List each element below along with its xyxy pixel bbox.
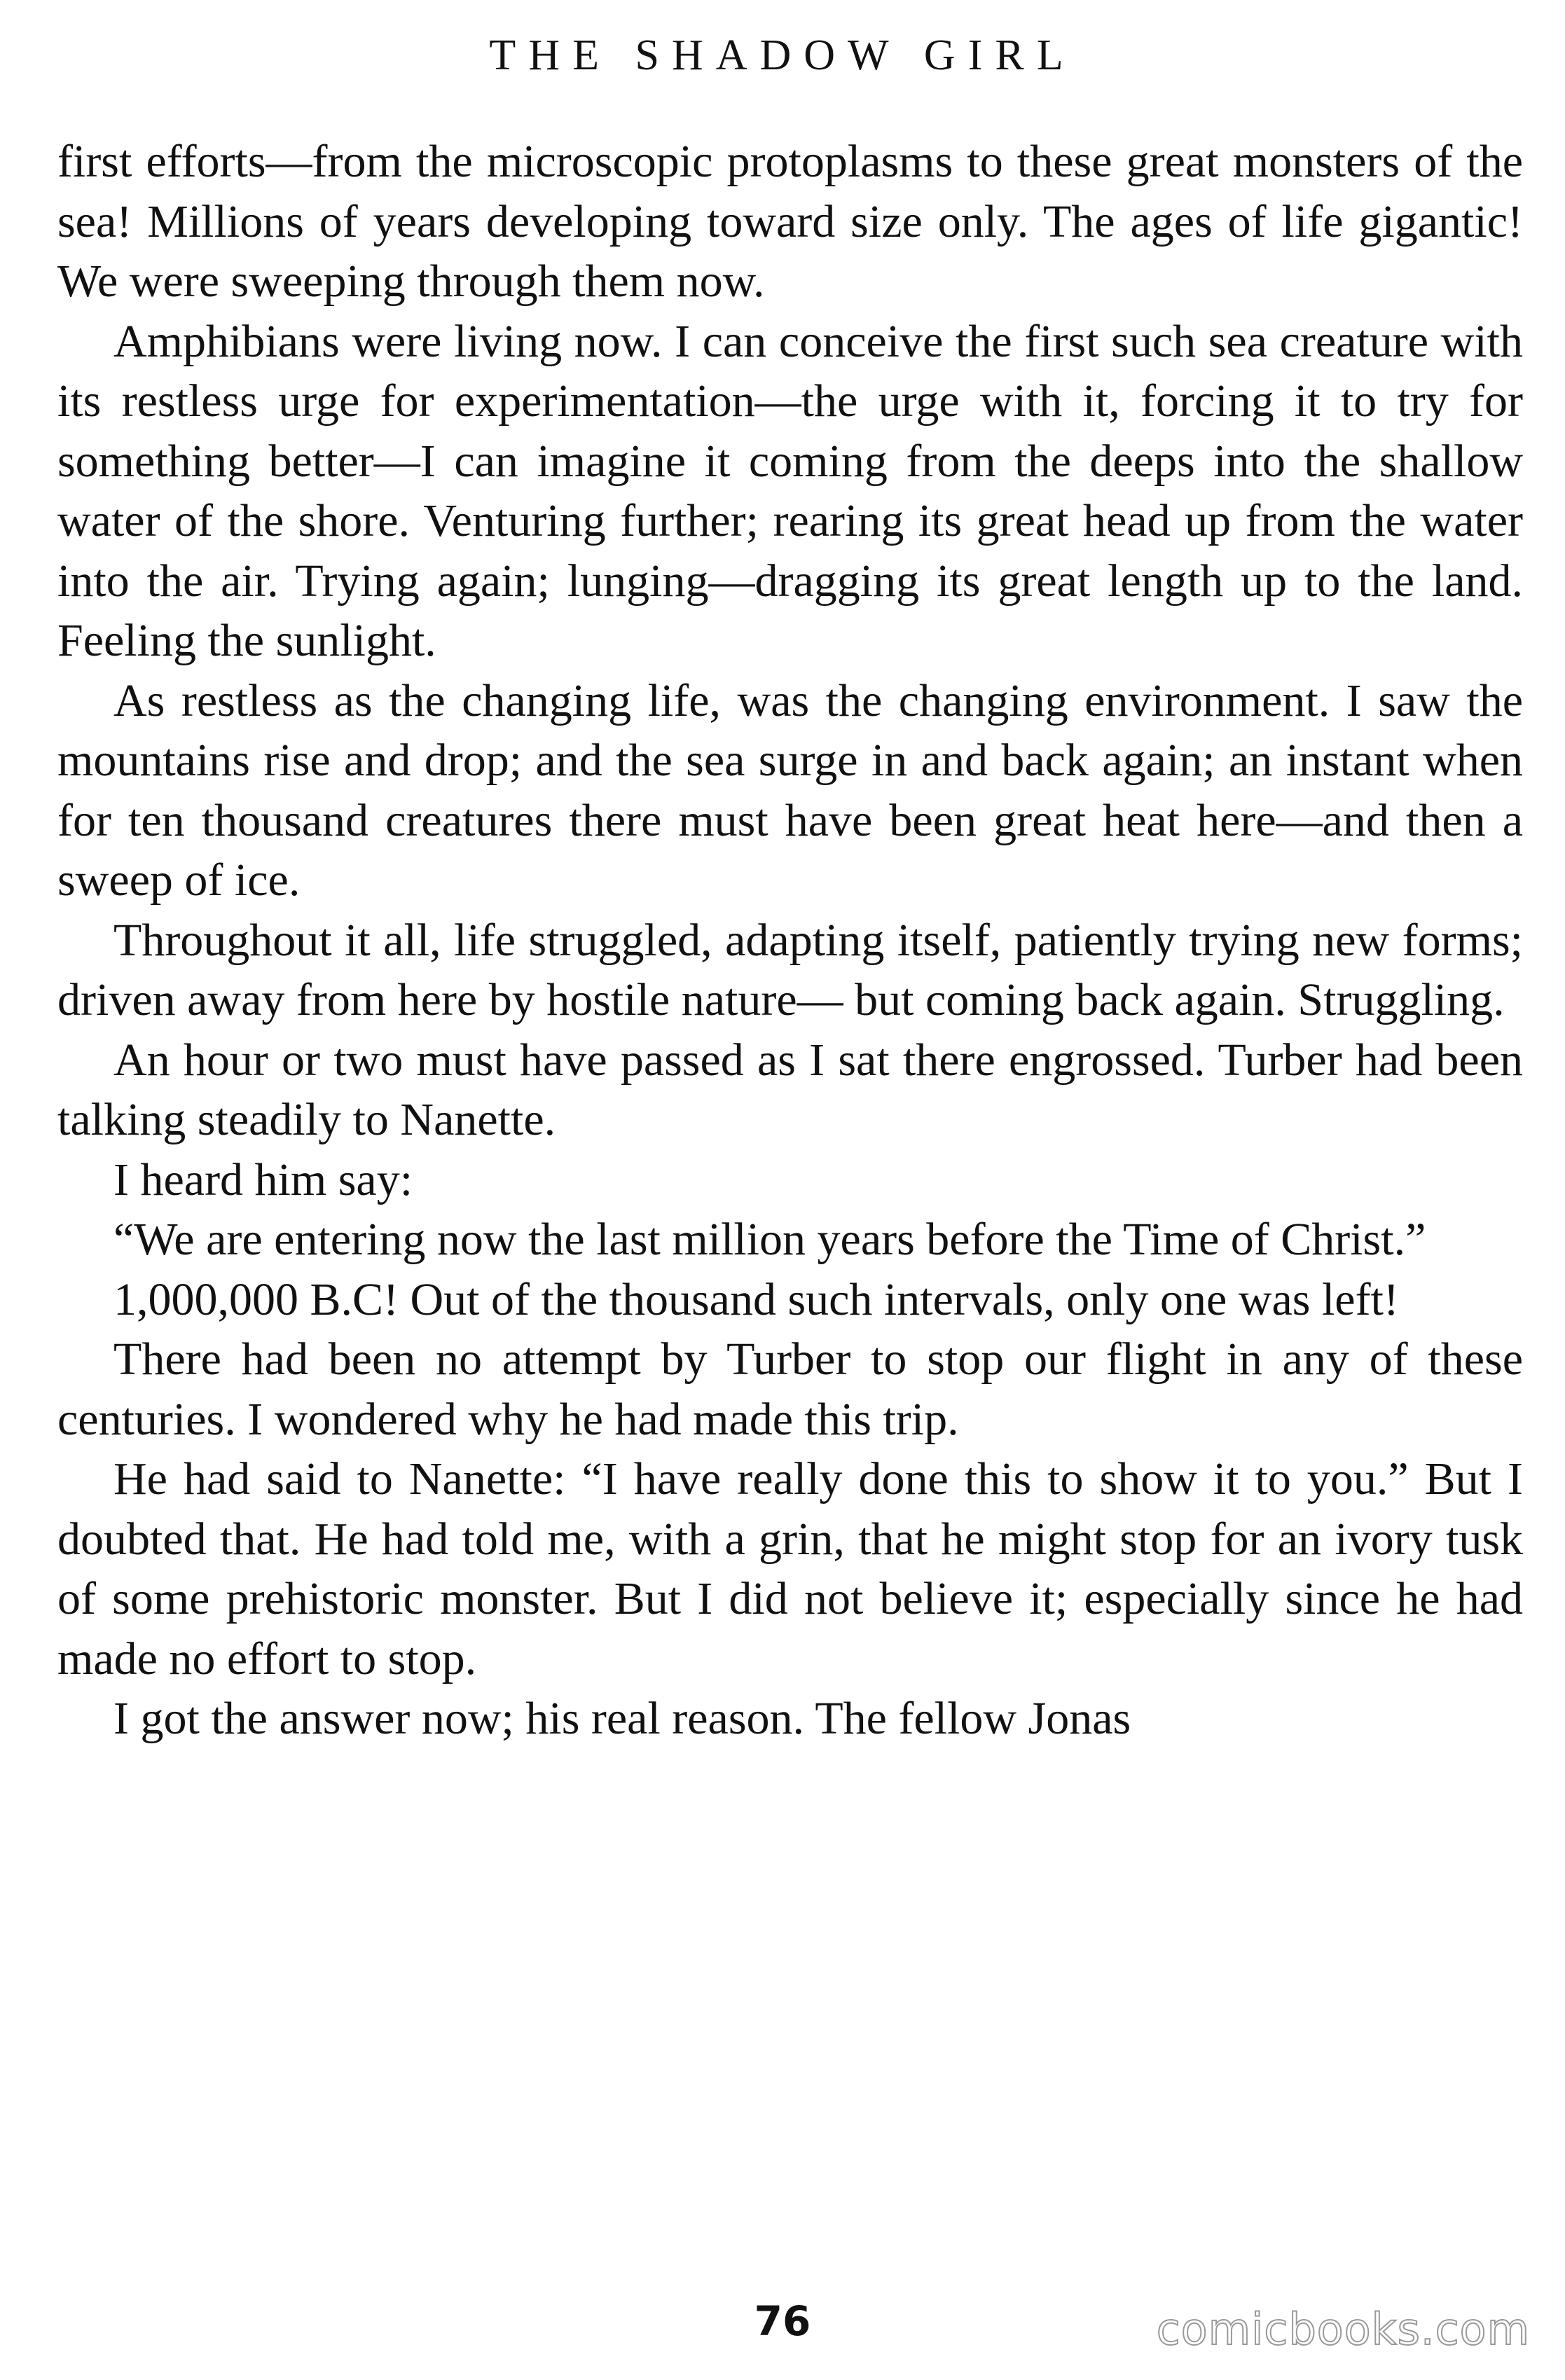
paragraph: I heard him say: [113,1154,413,1205]
paragraph: 1,000,000 B.C! Out of the thousand such intervals, only one was left! [113,1273,1399,1325]
paragraph: He had said to Nanette: “I have really done this to show it to you.” But I doubted that. He had told me, with a grin, that he might stop for an ivory tusk of some prehistoric monster. But I did not believe it; especially since he had made no effort to stop. [57,1453,1523,1684]
paragraph: Throughout it all, life struggled, adapting itself, patiently trying new forms; driven away from here by hostile nature— but coming back again. Struggling. [57,914,1523,1025]
body-text [57,132,1523,1749]
running-head: THE SHADOW GIRL [489,32,1076,79]
paragraph: I got the answer now; his real reason. The fellow Jonas [113,1693,1131,1744]
paragraph: An hour or two must have passed as I sat there engrossed. Turber had been talking steadily to Nanette. [57,1034,1523,1145]
page-number: 76 [754,2297,811,2345]
paragraph: first efforts—from the microscopic protoplasms to these great monsters of the sea! Millions of years developing toward size only. The ages of life gigantic! We were sweeping through them now. [57,136,1523,307]
paragraph: Amphibians were living now. I can conceive the first such sea creature with its restless urge for experimentation—the urge with it, forcing it to try for something better—I can imagine it coming from the deeps into the shallow water of the shore. Venturing further; rearing its great head up from the water into the air. Trying again; lunging—dragging its great length up to the land. Feeling the sunlight. [57,315,1523,666]
paragraph: As restless as the changing life, was the changing environment. I saw the mountains rise and drop; and the sea surge in and back again; an instant when for ten thousand creatures there must have been great heat here—and then a sweep of ice. [57,674,1523,906]
paragraph: “We are entering now the last million years before the Time of Christ.” [113,1214,1426,1265]
paragraph: There had been no attempt by Turber to stop our flight in any of these centuries. I wondered why he had made this trip. [57,1334,1523,1445]
watermark: comicbooks.com [1156,2304,1530,2355]
